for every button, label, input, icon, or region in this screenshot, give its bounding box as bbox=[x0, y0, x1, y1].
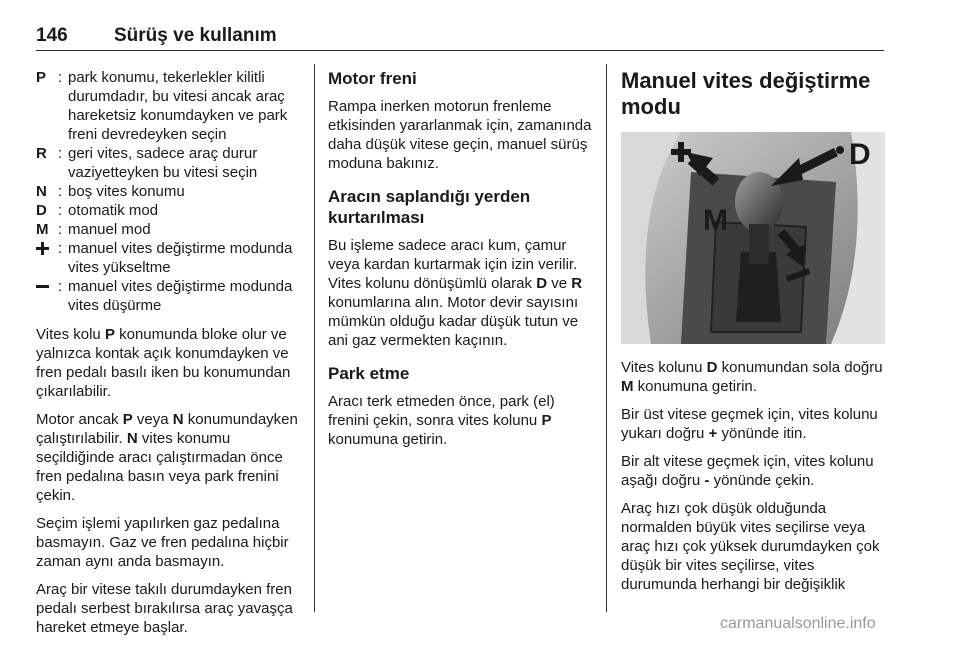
legend-item bbox=[36, 277, 300, 315]
legend-colon: : bbox=[58, 69, 63, 86]
legend-text: boş vites konumu bbox=[68, 183, 185, 200]
section-heading: Motor freni bbox=[328, 69, 417, 88]
column-right bbox=[621, 68, 885, 603]
legend-colon: : bbox=[58, 240, 63, 257]
legend-item bbox=[36, 201, 300, 220]
paragraph: Aracı terk etmeden önce, park (el) frenini çekin, sonra vites kolunu P konumuna getirin. bbox=[328, 393, 555, 448]
gear-selector-photo bbox=[621, 132, 885, 344]
column-left bbox=[36, 68, 300, 646]
legend-text: park konumu, tekerlekler kilitli durumdadır, bu vitesi ancak araç hareketsiz konumdayken ve park freni devredeyken seçin bbox=[68, 69, 288, 143]
legend-colon: : bbox=[58, 278, 63, 295]
paragraph: Vites kolunu D konumundan sola doğru M konumuna getirin. bbox=[621, 359, 883, 395]
paragraph: Bir alt vitese geçmek için, vites kolunu aşağı doğru - yönünde çekin. bbox=[621, 453, 874, 489]
column-divider bbox=[314, 64, 315, 612]
column-divider bbox=[606, 64, 607, 612]
legend-item bbox=[36, 239, 300, 277]
legend-text: manuel vites değiştirme modunda vites düşürme bbox=[68, 278, 293, 314]
legend-text: manuel mod bbox=[68, 221, 151, 238]
paragraph: Araç bir vitese takılı durumdayken fren pedalı serbest bırakılırsa araç yavaşça hareket etmeye başlar. bbox=[36, 581, 293, 636]
photo-label-m: M bbox=[703, 204, 728, 237]
legend-colon: : bbox=[58, 202, 63, 219]
paragraph: Vites kolu P konumunda bloke olur ve yalnızca kontak açık konumdayken ve fren pedalı basılı iken bu konumundan çıkarılabilir. bbox=[36, 326, 291, 400]
page-number: 146 bbox=[36, 25, 68, 46]
plus-icon bbox=[36, 242, 49, 255]
legend-colon: : bbox=[58, 145, 63, 162]
legend-text: otomatik mod bbox=[68, 202, 159, 219]
paragraph: Araç hızı çok düşük olduğunda normalden büyük vites seçilirse veya araç hızı çok yüksek durumdayken çok düşük bir vites seçilirse, vites durumunda herhangi bir değişiklik bbox=[621, 500, 880, 593]
legend-key: D bbox=[36, 202, 47, 219]
legend-key: M bbox=[36, 221, 49, 238]
paragraph: Seçim işlemi yapılırken gaz pedalına basmayın. Gaz ve fren pedalına hiçbir zaman aynı anda basmayın. bbox=[36, 515, 289, 570]
paragraph: Bir üst vitese geçmek için, vites kolunu yukarı doğru + yönünde itin. bbox=[621, 406, 878, 442]
page-title: Sürüş ve kullanım bbox=[114, 25, 277, 46]
legend-key: P bbox=[36, 69, 47, 86]
page-header bbox=[36, 26, 884, 51]
legend-item bbox=[36, 182, 300, 201]
legend-item bbox=[36, 68, 300, 144]
legend-key: R bbox=[36, 145, 47, 162]
section-heading: Park etme bbox=[328, 364, 410, 383]
section-heading: Manuel vites değiştirme modu bbox=[621, 68, 871, 119]
legend-text: geri vites, sadece araç durur vaziyetteyken bu vitesi seçin bbox=[68, 145, 258, 181]
paragraph: Rampa inerken motorun frenleme etkisinden yararlanmak için, zamanında daha düşük vitese geçin, manuel sürüş moduna bakınız. bbox=[328, 98, 592, 172]
photo-label-d: D bbox=[849, 138, 871, 171]
minus-icon bbox=[36, 280, 49, 293]
legend-text: manuel vites değiştirme modunda vites yükseltme bbox=[68, 240, 293, 276]
paragraph: Bu işleme sadece aracı kum, çamur veya kardan kurtarmak için izin verilir. Vites kolunu dönüşümlü olarak D ve R konumlarına alın. Motor devir sayısını mümkün olduğu kadar düşük tutun ve ani gaz vermekten kaçının. bbox=[328, 237, 583, 349]
watermark: carmanualsonline.info bbox=[720, 615, 876, 632]
legend-item bbox=[36, 220, 300, 239]
section-heading: Aracın saplandığı yerden kurtarılması bbox=[328, 187, 531, 227]
legend-colon: : bbox=[58, 183, 63, 200]
gear-legend bbox=[36, 68, 300, 315]
legend-colon: : bbox=[58, 221, 63, 238]
paragraph: Motor ancak P veya N konumundayken çalıştırılabilir. N vites konumu seçildiğinde aracı çalıştırmadan önce fren pedalına basın veya park frenini çekin. bbox=[36, 411, 298, 504]
legend-item bbox=[36, 144, 300, 182]
column-middle bbox=[328, 68, 592, 458]
legend-key: N bbox=[36, 183, 47, 200]
